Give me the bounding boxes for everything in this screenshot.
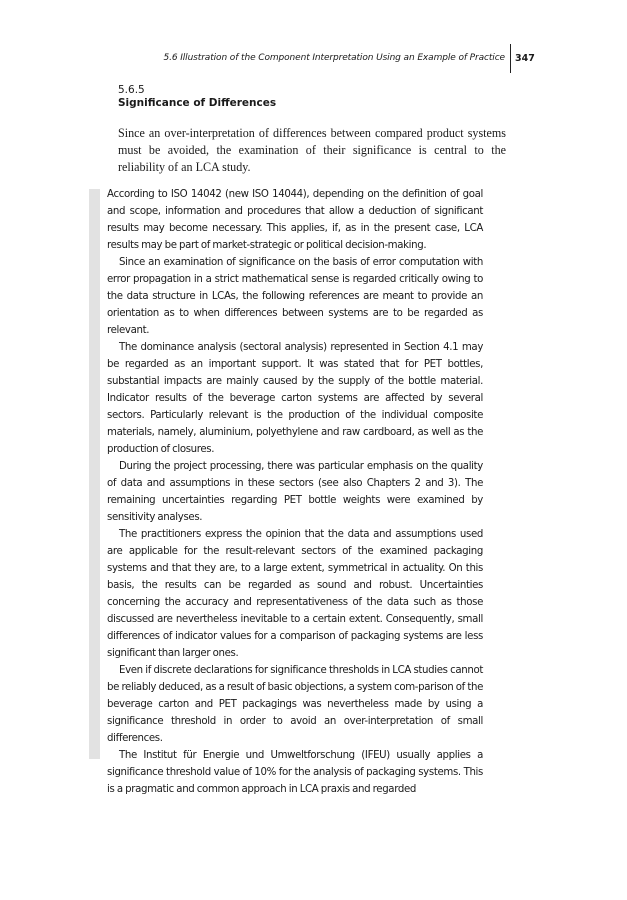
box-paragraph: The dominance analysis (sectoral analysis) represented in Section 4.1 may be regarded as an important support. It was stated that for PET bottles, substantial impacts are mainly caused by the supply of the bottle material. Indicator results of the beverage carton systems are affected by several sectors. Particularly relevant is the production of the individual composite materials, namely, aluminium, polyethylene and raw cardboard, as well as the production of closures. (107, 342, 483, 455)
box-paragraph: Even if discrete declarations for significance thresholds in LCA studies cannot be reliably deduced, as a result of basic objections, a system com-parison of the beverage carton and PET packagings was nevertheless made by using a significance threshold in order to avoid an over-interpretation of small differences. (107, 665, 483, 744)
page-number: 347 (515, 53, 535, 64)
box-paragraph: The practitioners express the opinion that the data and assumptions used are applicable for the result-relevant sectors of the examined packaging systems and that they are, to a large extent, symmetrical in actuality. On this basis, the results can be regarded as sound and robust. Uncertainties concerning the accuracy and representativeness of the data such as those discussed are nevertheless inevitable to a certain extent. Consequently, small differences of indicator values for a comparison of packaging systems are less significant than larger ones. (107, 529, 483, 659)
header-rule (510, 44, 511, 73)
box-side-bar (89, 189, 100, 759)
section-title: Significance of Differences (118, 97, 277, 109)
box-paragraph: According to ISO 14042 (new ISO 14044), depending on the definition of goal and scope, information and procedures that allow a deduction of significant results may become necessary. This applies, if, as in the present case, LCA results may be part of market-strategic or political decision-making. (107, 189, 483, 251)
box-paragraph: The Institut für Energie und Umweltforschung (IFEU) usually applies a significance threshold value of 10% for the analysis of packaging systems. This is a pragmatic and common approach in LCA praxis and regarded (107, 750, 483, 795)
box-paragraph: Since an examination of significance on the basis of error computation with error propagation in a strict mathematical sense is regarded critically owing to the data structure in LCAs, the following references are meant to provide an orientation as to when differences between systems are to be regarded as relevant. (107, 257, 483, 336)
shaded-text-box (107, 186, 483, 798)
section-number: 5.6.5 (118, 84, 145, 96)
intro-paragraph: Since an over-interpretation of differences between compared product systems must be avoided, the examination of their significance is central to the reliability of an LCA study. (118, 126, 506, 174)
box-paragraph: During the project processing, there was particular emphasis on the quality of data and assumptions in these sectors (see also Chapters 2 and 3). The remaining uncertainties regarding PET bottle weights were examined by sensitivity analyses. (107, 461, 483, 523)
running-head: 5.6 Illustration of the Component Interpretation Using an Example of Practice (163, 53, 505, 63)
